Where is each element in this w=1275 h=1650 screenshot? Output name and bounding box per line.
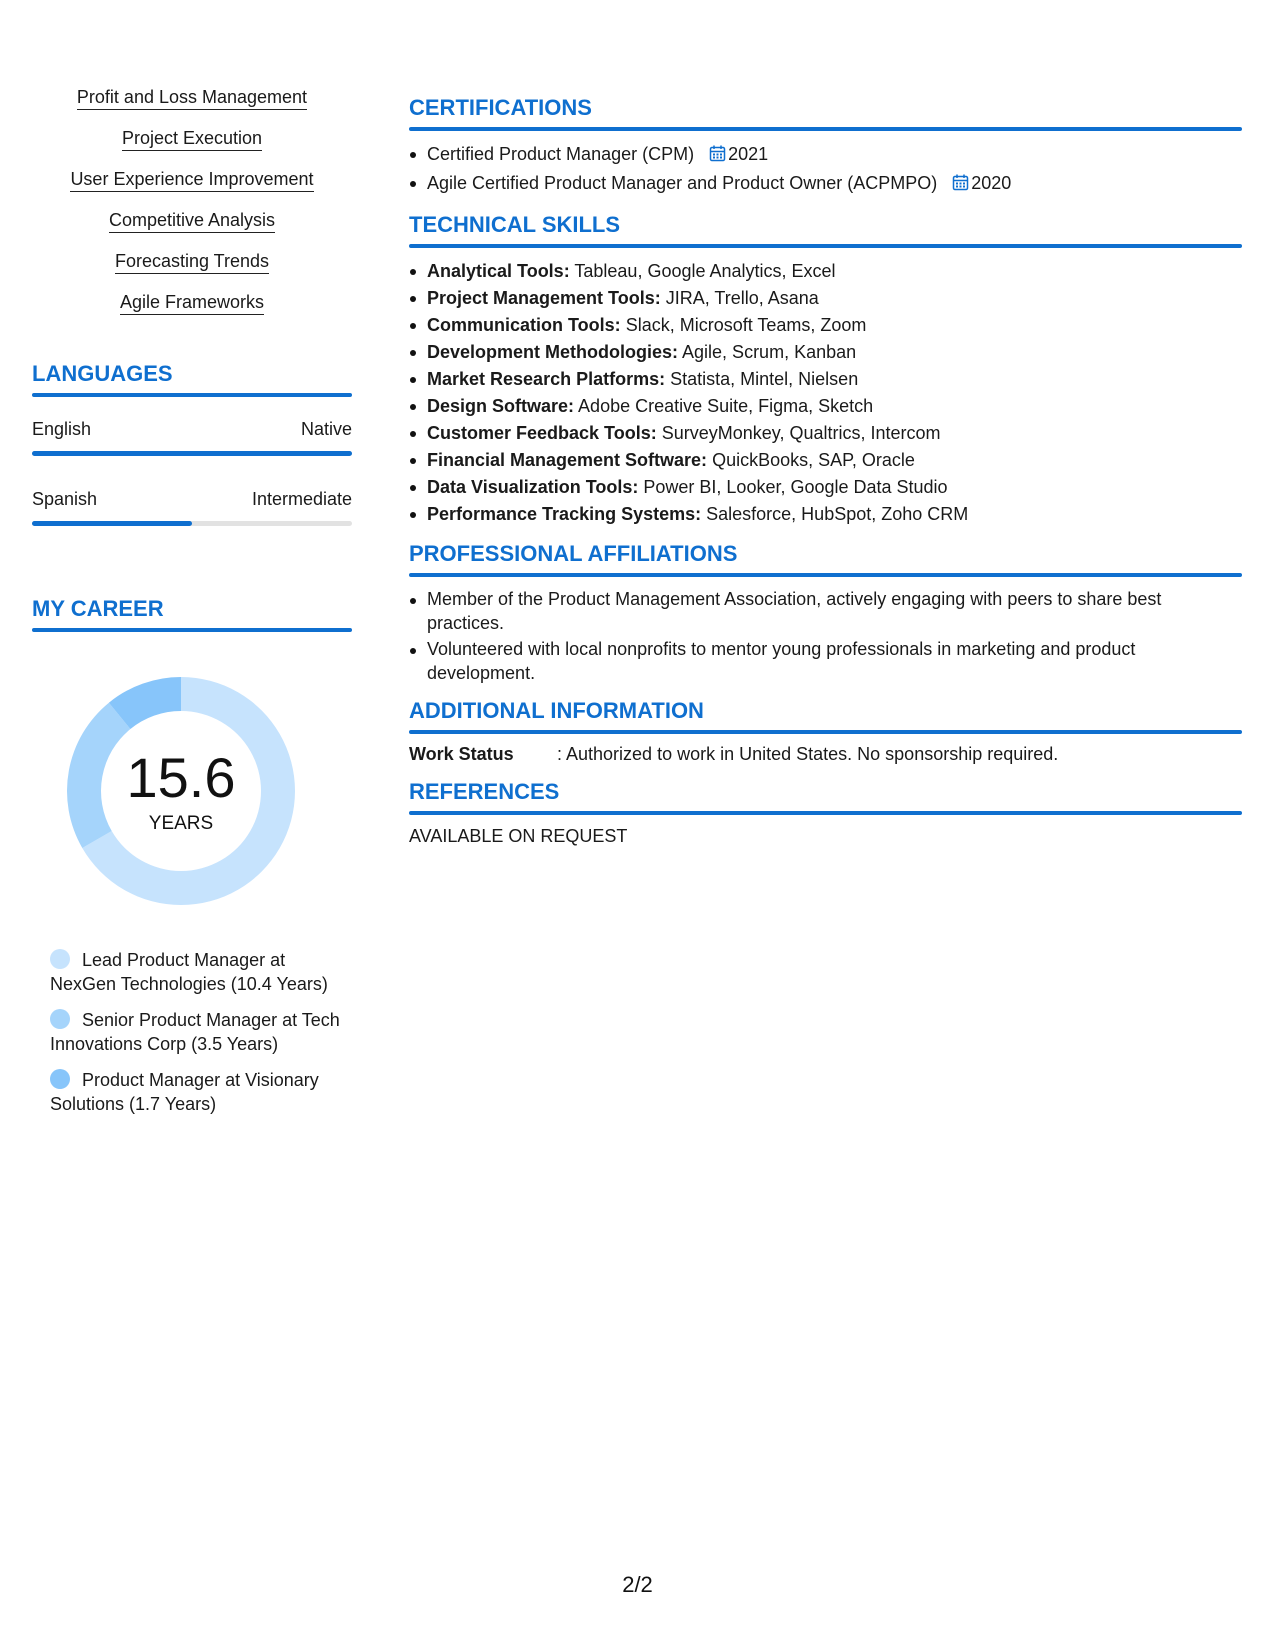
technical-skill-item bbox=[409, 393, 1242, 420]
certifications-list bbox=[409, 141, 1242, 199]
affiliations-title: PROFESSIONAL AFFILIATIONS bbox=[409, 541, 738, 566]
technical-skills-section bbox=[409, 211, 1242, 528]
skill-category: Design Software: bbox=[427, 396, 575, 416]
certification-name: Certified Product Manager (CPM) bbox=[427, 144, 695, 164]
language-proficiency-fill bbox=[32, 521, 192, 526]
section-divider bbox=[32, 628, 352, 632]
skill-tools: Power BI, Looker, Google Data Studio bbox=[643, 477, 948, 497]
language-name: English bbox=[32, 419, 92, 439]
languages-title: LANGUAGES bbox=[32, 361, 173, 386]
affiliation-item: Volunteered with local nonprofits to mentor young professionals in marketing and product development. bbox=[409, 637, 1242, 685]
legend-label: Senior Product Manager at Tech Innovations Corp (3.5 Years) bbox=[50, 1010, 340, 1054]
certification-year: 2020 bbox=[971, 173, 1012, 193]
career-section bbox=[32, 595, 352, 1116]
language-spanish bbox=[32, 487, 352, 526]
section-divider bbox=[409, 573, 1242, 577]
career-donut-chart bbox=[66, 676, 296, 906]
affiliations-section bbox=[409, 540, 1242, 685]
affiliation-item: Member of the Product Management Association, actively engaging with peers to share best practices. bbox=[409, 587, 1242, 635]
section-divider bbox=[409, 811, 1242, 815]
skill-category: Customer Feedback Tools: bbox=[427, 423, 657, 443]
career-total-unit: YEARS bbox=[148, 813, 214, 834]
affiliations-list bbox=[409, 587, 1242, 685]
calendar-icon bbox=[952, 172, 969, 199]
skill-category: Market Research Platforms: bbox=[427, 369, 666, 389]
language-level: Intermediate bbox=[251, 489, 352, 509]
work-status-label: Work Status bbox=[409, 744, 514, 764]
language-level: Native bbox=[300, 419, 352, 439]
technical-skill-item bbox=[409, 474, 1242, 501]
section-divider bbox=[409, 127, 1242, 131]
skill-tools: JIRA, Trello, Asana bbox=[665, 288, 819, 308]
skill-item: Agile Frameworks bbox=[32, 291, 352, 316]
work-status-value: : Authorized to work in United States. No sponsorship required. bbox=[557, 744, 1059, 764]
certification-year: 2021 bbox=[728, 144, 769, 164]
technical-skill-item bbox=[409, 312, 1242, 339]
legend-label: Lead Product Manager at NexGen Technologies (10.4 Years) bbox=[50, 950, 328, 994]
skill-category: Analytical Tools: bbox=[427, 261, 570, 281]
right-column bbox=[409, 94, 1242, 860]
language-english bbox=[32, 417, 352, 456]
skill-item: Project Execution bbox=[32, 127, 352, 152]
technical-skill-item bbox=[409, 339, 1242, 366]
skill-tools: SurveyMonkey, Qualtrics, Intercom bbox=[661, 423, 941, 443]
skill-category: Development Methodologies: bbox=[427, 342, 679, 362]
legend-swatch bbox=[50, 1009, 70, 1029]
languages-section bbox=[32, 360, 352, 526]
technical-skill-item bbox=[409, 285, 1242, 312]
additional-info-title: ADDITIONAL INFORMATION bbox=[409, 698, 704, 723]
certification-item bbox=[409, 141, 1242, 170]
references-title: REFERENCES bbox=[409, 779, 560, 804]
legend-item bbox=[50, 948, 340, 996]
references-section bbox=[409, 778, 1242, 848]
skills-list bbox=[32, 86, 352, 316]
skill-item: Competitive Analysis bbox=[32, 209, 352, 234]
skill-category: Communication Tools: bbox=[427, 315, 621, 335]
certification-item bbox=[409, 170, 1242, 199]
skill-tools: Salesforce, HubSpot, Zoho CRM bbox=[706, 504, 969, 524]
skill-tools: Agile, Scrum, Kanban bbox=[682, 342, 857, 362]
section-divider bbox=[32, 393, 352, 397]
legend-swatch bbox=[50, 1069, 70, 1089]
legend-item bbox=[50, 1068, 340, 1116]
work-status-row bbox=[409, 742, 1242, 766]
page-number: 2/2 bbox=[622, 1572, 653, 1597]
skill-item: User Experience Improvement bbox=[32, 168, 352, 193]
legend-swatch bbox=[50, 949, 70, 969]
skill-category: Project Management Tools: bbox=[427, 288, 661, 308]
skill-item: Forecasting Trends bbox=[32, 250, 352, 275]
skill-tools: Statista, Mintel, Nielsen bbox=[670, 369, 859, 389]
left-column bbox=[32, 86, 352, 1128]
technical-skill-item bbox=[409, 420, 1242, 447]
skill-tools: QuickBooks, SAP, Oracle bbox=[712, 450, 915, 470]
certification-name: Agile Certified Product Manager and Product Owner (ACPMPO) bbox=[427, 173, 938, 193]
skill-category: Financial Management Software: bbox=[427, 450, 708, 470]
certifications-section bbox=[409, 94, 1242, 199]
legend-item bbox=[50, 1008, 340, 1056]
technical-skill-item bbox=[409, 366, 1242, 393]
technical-skill-item bbox=[409, 501, 1242, 528]
language-name: Spanish bbox=[32, 489, 98, 509]
technical-skills-list bbox=[409, 258, 1242, 528]
technical-skill-item bbox=[409, 258, 1242, 285]
skill-tools: Tableau, Google Analytics, Excel bbox=[574, 261, 836, 281]
legend-label: Product Manager at Visionary Solutions (1.7 Years) bbox=[50, 1070, 319, 1114]
career-total-years: 15.6 bbox=[126, 746, 236, 809]
career-legend bbox=[50, 948, 340, 1116]
section-divider bbox=[409, 244, 1242, 248]
career-title: MY CAREER bbox=[32, 596, 164, 621]
additional-info-section bbox=[409, 697, 1242, 766]
skill-category: Data Visualization Tools: bbox=[427, 477, 639, 497]
certifications-title: CERTIFICATIONS bbox=[409, 95, 592, 120]
section-divider bbox=[409, 730, 1242, 734]
language-proficiency-fill bbox=[32, 451, 352, 456]
skill-item: Profit and Loss Management bbox=[32, 86, 352, 111]
language-proficiency-bar bbox=[32, 451, 352, 456]
technical-skill-item bbox=[409, 447, 1242, 474]
language-proficiency-bar bbox=[32, 521, 352, 526]
skill-tools: Slack, Microsoft Teams, Zoom bbox=[625, 315, 867, 335]
technical-skills-title: TECHNICAL SKILLS bbox=[409, 212, 621, 237]
calendar-icon bbox=[709, 143, 726, 170]
references-text: AVAILABLE ON REQUEST bbox=[409, 826, 628, 846]
skill-category: Performance Tracking Systems: bbox=[427, 504, 702, 524]
skill-tools: Adobe Creative Suite, Figma, Sketch bbox=[578, 396, 874, 416]
